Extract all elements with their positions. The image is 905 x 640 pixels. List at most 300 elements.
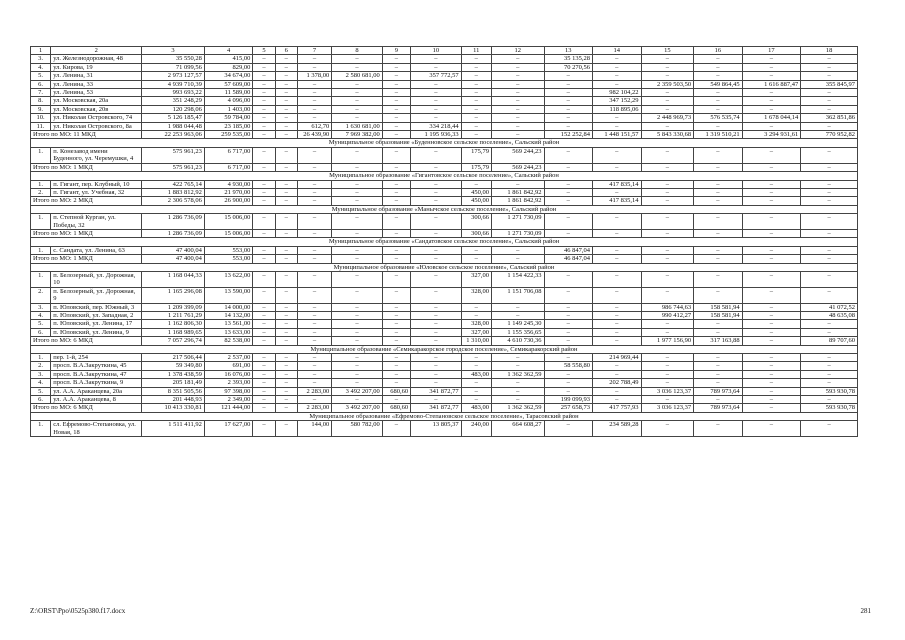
table-cell: 1. (31, 214, 51, 230)
table-cell: – (382, 89, 410, 97)
table-cell: – (275, 229, 297, 237)
table-cell: – (382, 396, 410, 404)
table-cell: – (641, 214, 694, 230)
table-cell: пер. 1-й, 254 (51, 354, 142, 362)
table-cell: – (382, 312, 410, 320)
table-cell: – (297, 246, 331, 254)
table-cell: – (544, 229, 593, 237)
table-cell: – (801, 287, 858, 303)
table-row (31, 312, 858, 320)
table-cell: – (275, 328, 297, 336)
table-cell: – (275, 80, 297, 88)
table-cell: 575 961,23 (142, 163, 205, 171)
table-cell: – (801, 320, 858, 328)
table-cell: 9. (31, 105, 51, 113)
table-cell: – (253, 328, 275, 336)
table-cell: 1 286 736,09 (142, 214, 205, 230)
table-cell: 15 (641, 47, 694, 55)
table-cell: – (694, 379, 743, 387)
table-cell: – (491, 312, 544, 320)
table-cell: – (253, 404, 275, 412)
table-cell: – (382, 379, 410, 387)
table-cell: – (593, 303, 642, 311)
table-cell: 7. (31, 89, 51, 97)
table-cell: – (253, 396, 275, 404)
table-row (31, 271, 858, 287)
table-cell: – (491, 246, 544, 254)
table-cell: 71 099,56 (142, 63, 205, 71)
table-cell: п. Юловский, ул. Западная, 2 (51, 312, 142, 320)
table-cell: – (544, 147, 593, 163)
table-cell: – (332, 197, 383, 205)
table-cell: 1 168 044,33 (142, 271, 205, 287)
table-row (31, 188, 858, 196)
table-cell: 829,00 (204, 63, 253, 71)
table-cell: – (491, 303, 544, 311)
table-cell: – (593, 63, 642, 71)
table-cell: Итого по МО: 1 МКД (31, 163, 142, 171)
table-cell: 6. (31, 328, 51, 336)
table-cell: – (694, 214, 743, 230)
table-cell: п. Конезавод имени Буденного, ул. Черемушки, 4 (51, 147, 142, 163)
municipality-header-row (31, 205, 858, 213)
table-cell: 1 616 887,47 (742, 80, 801, 88)
table-cell: – (332, 362, 383, 370)
table-cell: – (694, 271, 743, 287)
table-cell: 205 181,49 (142, 379, 205, 387)
table-cell: 417 835,14 (593, 197, 642, 205)
table-cell: – (297, 114, 331, 122)
table-cell: – (742, 229, 801, 237)
table-cell: 986 744,63 (641, 303, 694, 311)
table-cell: 16 (694, 47, 743, 55)
table-row (31, 63, 858, 71)
table-cell: – (694, 396, 743, 404)
table-cell: 121 444,00 (204, 404, 253, 412)
table-row (31, 328, 858, 336)
table-cell: – (253, 255, 275, 263)
table-cell: – (382, 122, 410, 130)
table-cell: – (253, 63, 275, 71)
table-cell: 4 610 730,36 (491, 337, 544, 345)
table-cell: – (544, 197, 593, 205)
table-cell: 2 448 969,73 (641, 114, 694, 122)
table-cell: – (491, 72, 544, 80)
table-cell: – (641, 229, 694, 237)
table-cell: – (694, 246, 743, 254)
table-cell: 2 306 578,06 (142, 197, 205, 205)
table-cell: 48 635,08 (801, 312, 858, 320)
table-cell: 1. (31, 246, 51, 254)
table-cell: 415,00 (204, 55, 253, 63)
table-cell: – (491, 97, 544, 105)
table-cell: п. Юловский, ул. Ленина, 9 (51, 328, 142, 336)
table-cell: 21 970,00 (204, 188, 253, 196)
table-cell: 483,00 (461, 404, 491, 412)
table-cell: – (275, 255, 297, 263)
table-cell: – (332, 163, 383, 171)
table-cell: – (694, 147, 743, 163)
table-cell: 8. (31, 97, 51, 105)
table-cell: – (742, 55, 801, 63)
table-cell: – (297, 337, 331, 345)
table-cell: 1 977 156,90 (641, 337, 694, 345)
table-cell: 152 252,84 (544, 131, 593, 139)
table-cell: 13 561,00 (204, 320, 253, 328)
table-cell: 450,00 (461, 188, 491, 196)
table-cell: – (694, 72, 743, 80)
table-cell: – (694, 229, 743, 237)
table-cell: – (694, 320, 743, 328)
table-cell: – (694, 180, 743, 188)
table-cell: – (382, 246, 410, 254)
table-cell: – (491, 379, 544, 387)
table-cell: – (491, 362, 544, 370)
table-cell: 6. (31, 80, 51, 88)
table-cell: – (275, 271, 297, 287)
table-cell: – (332, 303, 383, 311)
table-cell: – (593, 255, 642, 263)
table-cell: – (491, 80, 544, 88)
table-cell: – (593, 337, 642, 345)
table-cell: – (275, 396, 297, 404)
table-cell: – (382, 97, 410, 105)
table-cell: – (461, 379, 491, 387)
table-row (31, 362, 858, 370)
table-cell: – (641, 287, 694, 303)
table-cell: – (411, 370, 462, 378)
table-cell: 328,00 (461, 287, 491, 303)
municipality-header-row (31, 263, 858, 271)
table-cell: – (593, 312, 642, 320)
table-cell: 10 413 330,81 (142, 404, 205, 412)
table-cell: – (253, 55, 275, 63)
table-cell: – (411, 188, 462, 196)
table-cell: – (461, 105, 491, 113)
table-cell: 1 448 151,57 (593, 131, 642, 139)
table-cell: – (297, 303, 331, 311)
table-cell: 23 185,00 (204, 122, 253, 130)
table-cell: 3 294 931,61 (742, 131, 801, 139)
table-cell: – (544, 105, 593, 113)
table-cell: 1 861 842,92 (491, 188, 544, 196)
table-cell: 680,60 (382, 404, 410, 412)
table-cell: 11 (461, 47, 491, 55)
table-cell: 1 362 362,59 (491, 370, 544, 378)
table-cell: – (742, 97, 801, 105)
table-cell: – (742, 404, 801, 412)
table-cell: – (544, 320, 593, 328)
table-cell: – (275, 246, 297, 254)
table-cell: 257 658,73 (544, 404, 593, 412)
table-cell: – (253, 271, 275, 287)
table-cell: – (253, 421, 275, 437)
table-cell: – (332, 287, 383, 303)
table-cell: 14 000,00 (204, 303, 253, 311)
table-row (31, 214, 858, 230)
table-cell: 4. (31, 312, 51, 320)
table-cell: – (461, 89, 491, 97)
table-cell: 46 847,04 (544, 255, 593, 263)
table-cell: 300,66 (461, 214, 491, 230)
table-cell: – (801, 229, 858, 237)
table-cell: 8 (332, 47, 383, 55)
table-cell: – (742, 63, 801, 71)
table-cell: 483,00 (461, 370, 491, 378)
table-cell: – (297, 89, 331, 97)
table-cell: – (801, 214, 858, 230)
table-cell: 5. (31, 72, 51, 80)
table-cell: 3 492 207,00 (332, 387, 383, 395)
table-cell: – (253, 89, 275, 97)
table-cell: 549 864,45 (694, 80, 743, 88)
table-cell: просп. В.А.Закруткина, 9 (51, 379, 142, 387)
table-cell: – (275, 370, 297, 378)
table-cell: – (641, 122, 694, 130)
table-cell: – (382, 55, 410, 63)
table-cell: ул. Кирова, 19 (51, 63, 142, 71)
table-cell: – (544, 387, 593, 395)
table-cell: – (491, 255, 544, 263)
table-cell: – (332, 320, 383, 328)
table-cell: – (461, 312, 491, 320)
table-cell: – (382, 114, 410, 122)
table-cell: – (461, 80, 491, 88)
table-cell: – (801, 97, 858, 105)
table-cell: сл. Ефремово-Степановка, ул. Новая, 18 (51, 421, 142, 437)
table-cell: ул. Ленина, 53 (51, 89, 142, 97)
table-cell: п. Юловский, пер. Южный, 3 (51, 303, 142, 311)
table-cell: 26 439,90 (297, 131, 331, 139)
table-cell: 347 152,29 (593, 97, 642, 105)
table-cell: 47 400,04 (142, 255, 205, 263)
table-cell: – (801, 89, 858, 97)
table-cell: 214 969,44 (593, 354, 642, 362)
table-cell: – (332, 328, 383, 336)
table-cell: – (275, 163, 297, 171)
subtotal-row (31, 255, 858, 263)
table-cell: – (411, 246, 462, 254)
table-cell: 1 403,00 (204, 105, 253, 113)
table-cell: 593 930,78 (801, 404, 858, 412)
table-cell: – (332, 105, 383, 113)
table-cell: 8 351 505,56 (142, 387, 205, 395)
table-cell: 1 988 044,48 (142, 122, 205, 130)
table-cell: – (742, 303, 801, 311)
table-cell: – (382, 328, 410, 336)
table-cell: – (253, 387, 275, 395)
table-cell: 1 211 761,29 (142, 312, 205, 320)
table-cell: – (544, 188, 593, 196)
table-cell: Итого по МО: 6 МКД (31, 404, 142, 412)
table-cell: 357 772,57 (411, 72, 462, 80)
table-cell: – (297, 163, 331, 171)
table-cell: – (641, 97, 694, 105)
table-cell: – (461, 63, 491, 71)
table-cell: – (801, 328, 858, 336)
table-cell: 47 400,04 (142, 246, 205, 254)
table-cell: – (382, 188, 410, 196)
table-cell: 158 581,94 (694, 303, 743, 311)
table-cell: – (641, 197, 694, 205)
table-cell: – (641, 421, 694, 437)
table-cell: – (593, 55, 642, 63)
table-cell: – (253, 312, 275, 320)
table-cell: 35 135,28 (544, 55, 593, 63)
table-cell: 14 (593, 47, 642, 55)
table-cell: просп. В.А.Закруткина, 47 (51, 370, 142, 378)
table-cell: – (332, 370, 383, 378)
table-cell: – (544, 421, 593, 437)
table-cell: ул. Московская, 20а (51, 97, 142, 105)
table-cell: – (411, 320, 462, 328)
table-cell: п. Белозерный, ул. Дорожная, 9 (51, 287, 142, 303)
table-cell: – (694, 354, 743, 362)
table-cell: 202 788,49 (593, 379, 642, 387)
table-cell: – (544, 80, 593, 88)
table-cell: – (332, 55, 383, 63)
table-cell: – (461, 354, 491, 362)
table-cell: – (253, 72, 275, 80)
table-cell: – (382, 229, 410, 237)
table-cell: – (461, 387, 491, 395)
table-cell: – (801, 421, 858, 437)
table-cell: – (593, 147, 642, 163)
table-cell: – (694, 197, 743, 205)
table-cell: – (411, 147, 462, 163)
table-cell: 4 930,00 (204, 180, 253, 188)
table-cell: – (742, 197, 801, 205)
table-cell: – (253, 80, 275, 88)
table-cell: 3 036 123,37 (641, 387, 694, 395)
table-cell: 7 969 382,00 (332, 131, 383, 139)
table-cell: – (801, 370, 858, 378)
table-row (31, 89, 858, 97)
table-cell: 1 861 842,92 (491, 197, 544, 205)
table-cell: – (275, 287, 297, 303)
table-cell: – (253, 105, 275, 113)
table-cell: 328,00 (461, 320, 491, 328)
table-cell: Итого по МО: 1 МКД (31, 229, 142, 237)
table-cell: 327,00 (461, 328, 491, 336)
municipality-header-row (31, 238, 858, 246)
table-row (31, 122, 858, 130)
table-cell: – (275, 320, 297, 328)
table-cell: – (742, 320, 801, 328)
table-cell: – (694, 370, 743, 378)
table-cell: – (801, 63, 858, 71)
table-cell: – (332, 246, 383, 254)
table-cell: – (411, 337, 462, 345)
table-cell: – (742, 89, 801, 97)
table-cell: – (801, 163, 858, 171)
table-cell: 4. (31, 63, 51, 71)
table-cell: – (742, 312, 801, 320)
table-cell: – (275, 55, 297, 63)
subtotal-row (31, 197, 858, 205)
table-cell: – (332, 312, 383, 320)
table-cell: 1 378 438,59 (142, 370, 205, 378)
table-cell: Муниципальное образование «Буденновское сельское поселение», Сальский район (31, 139, 858, 147)
table-cell: 2 (51, 47, 142, 55)
table-cell: – (411, 163, 462, 171)
table-cell: – (253, 147, 275, 163)
table-cell: – (641, 180, 694, 188)
table-cell: – (382, 72, 410, 80)
table-cell: – (544, 271, 593, 287)
table-cell: – (382, 63, 410, 71)
table-cell: – (275, 114, 297, 122)
table-cell: – (491, 387, 544, 395)
table-cell: – (491, 114, 544, 122)
table-cell: – (253, 97, 275, 105)
table-cell: – (332, 80, 383, 88)
table-cell: 334 218,44 (411, 122, 462, 130)
table-cell: – (544, 214, 593, 230)
table-cell: 59 784,00 (204, 114, 253, 122)
table-cell: 569 244,23 (491, 163, 544, 171)
table-cell: – (297, 147, 331, 163)
table-cell: – (297, 396, 331, 404)
table-cell: – (382, 271, 410, 287)
table-cell: – (694, 188, 743, 196)
table-cell: – (694, 163, 743, 171)
table-cell: п. Степной Курган, ул. Победы, 32 (51, 214, 142, 230)
table-cell: – (332, 188, 383, 196)
table-cell: – (253, 122, 275, 130)
table-cell: 422 765,14 (142, 180, 205, 188)
table-cell: – (801, 180, 858, 188)
table-cell: – (593, 387, 642, 395)
table-cell: – (297, 180, 331, 188)
table-cell: 5 843 330,68 (641, 131, 694, 139)
table-cell: – (411, 328, 462, 336)
table-cell: 691,00 (204, 362, 253, 370)
table-cell: 4 096,00 (204, 97, 253, 105)
table-cell: – (275, 147, 297, 163)
table-cell: – (742, 337, 801, 345)
table-cell: – (382, 163, 410, 171)
table-cell: – (742, 379, 801, 387)
table-cell: 1 319 510,21 (694, 131, 743, 139)
table-cell: Муниципальное образование «Ефремово-Степановское сельское поселение», Тарасовский район (31, 412, 858, 420)
table-cell: – (641, 147, 694, 163)
table-cell: 7 057 296,74 (142, 337, 205, 345)
table-row (31, 114, 858, 122)
page-number: 281 (860, 607, 871, 615)
table-cell: – (641, 163, 694, 171)
table-cell: – (742, 271, 801, 287)
table-cell: – (411, 287, 462, 303)
table-cell: 59 349,80 (142, 362, 205, 370)
table-cell: 3. (31, 370, 51, 378)
table-cell: – (641, 354, 694, 362)
table-cell: – (275, 387, 297, 395)
table-cell: 6 (275, 47, 297, 55)
table-cell: – (641, 328, 694, 336)
table-cell: – (461, 180, 491, 188)
table-row (31, 303, 858, 311)
table-cell: – (411, 89, 462, 97)
table-cell: – (641, 55, 694, 63)
table-cell: – (801, 55, 858, 63)
table-cell: – (491, 180, 544, 188)
table-cell: – (297, 320, 331, 328)
table-cell: – (253, 114, 275, 122)
table-cell: – (275, 180, 297, 188)
table-cell: – (297, 188, 331, 196)
table-cell: 217 506,44 (142, 354, 205, 362)
